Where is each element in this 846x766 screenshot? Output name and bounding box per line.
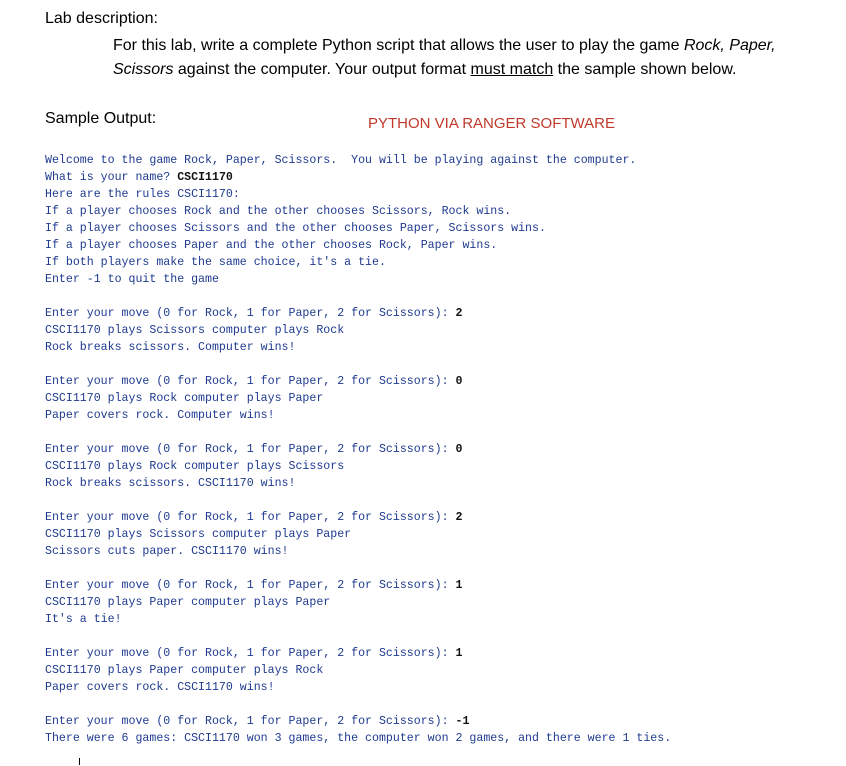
- game-name: Rock, Paper, Scissors: [113, 37, 776, 78]
- round-block: [45, 509, 835, 560]
- move-prompt-line: [45, 441, 835, 458]
- console-text: If a player chooses Paper and the other chooses Rock, Paper wins.: [45, 239, 498, 252]
- result-line: Rock breaks scissors. CSCI1170 wins!: [45, 477, 296, 490]
- round-block: [45, 645, 835, 696]
- plays-line: CSCI1170 plays Rock computer plays Paper: [45, 392, 324, 405]
- round-block: [45, 577, 835, 628]
- move-input: 1: [455, 647, 463, 660]
- console-text: If a player chooses Scissors and the other chooses Paper, Scissors wins.: [45, 222, 546, 235]
- lab-description-text: [113, 34, 825, 82]
- console-text: What is your name?: [45, 171, 178, 184]
- console-line: [45, 169, 835, 186]
- move-input: 1: [455, 579, 463, 592]
- result-line: Rock breaks scissors. Computer wins!: [45, 341, 296, 354]
- move-prompt: Enter your move (0 for Rock, 1 for Paper, 2 for Scissors):: [45, 511, 456, 524]
- console-line: [45, 713, 835, 730]
- move-input: 2: [455, 307, 463, 320]
- console-output: [45, 152, 835, 764]
- round-block: [45, 305, 835, 356]
- console-line: [45, 203, 835, 220]
- result-line: Scissors cuts paper. CSCI1170 wins!: [45, 545, 289, 558]
- description-text-before: For this lab, write a complete Python script that allows the user to play the game: [113, 37, 684, 54]
- move-prompt: Enter your move (0 for Rock, 1 for Paper, 2 for Scissors):: [45, 579, 456, 592]
- watermark-text: PYTHON VIA RANGER SOFTWARE: [368, 115, 615, 132]
- move-prompt: Enter your move (0 for Rock, 1 for Paper, 2 for Scissors):: [45, 307, 456, 320]
- sample-output-heading: Sample Output:: [45, 110, 157, 127]
- result-line: Paper covers rock. CSCI1170 wins!: [45, 681, 275, 694]
- plays-line: CSCI1170 plays Scissors computer plays Rock: [45, 324, 345, 337]
- move-prompt-line: [45, 509, 835, 526]
- plays-line: CSCI1170 plays Paper computer plays Rock: [45, 664, 324, 677]
- final-input: -1: [455, 715, 470, 728]
- console-line: [45, 186, 835, 203]
- console-line: [45, 237, 835, 254]
- move-input: 0: [455, 443, 463, 456]
- move-prompt-line: [45, 373, 835, 390]
- move-prompt: Enter your move (0 for Rock, 1 for Paper, 2 for Scissors):: [45, 375, 456, 388]
- move-prompt: Enter your move (0 for Rock, 1 for Paper, 2 for Scissors):: [45, 443, 456, 456]
- move-prompt: Enter your move (0 for Rock, 1 for Paper, 2 for Scissors):: [45, 647, 456, 660]
- console-rounds: [45, 305, 835, 696]
- summary-line: There were 6 games: CSCI1170 won 3 games, the computer won 2 games, and there were 1 ties.: [45, 732, 672, 745]
- move-prompt-line: [45, 577, 835, 594]
- lab-description-heading: Lab description:: [45, 10, 158, 27]
- move-input: 2: [455, 511, 463, 524]
- move-prompt-line: [45, 645, 835, 662]
- plays-line: CSCI1170 plays Rock computer plays Scissors: [45, 460, 345, 473]
- console-text: Enter -1 to quit the game: [45, 273, 219, 286]
- result-line: Paper covers rock. Computer wins!: [45, 409, 275, 422]
- must-match-emphasis: must match: [470, 61, 554, 78]
- console-text: Welcome to the game Rock, Paper, Scissors. You will be playing against the computer.: [45, 154, 637, 167]
- console-line: [45, 271, 835, 288]
- console-text: If both players make the same choice, it's a tie.: [45, 256, 386, 269]
- result-line: It's a tie!: [45, 613, 122, 626]
- console-text: Here are the rules CSCI1170:: [45, 188, 240, 201]
- final-prompt: Enter your move (0 for Rock, 1 for Paper, 2 for Scissors):: [45, 715, 456, 728]
- move-prompt-line: [45, 305, 835, 322]
- stray-mark: [79, 758, 80, 765]
- description-text-middle: against the computer. Your output format: [173, 61, 471, 78]
- plays-line: CSCI1170 plays Paper computer plays Paper: [45, 596, 331, 609]
- console-text: If a player chooses Rock and the other chooses Scissors, Rock wins.: [45, 205, 512, 218]
- console-final-block: [45, 713, 835, 747]
- user-input: CSCI1170: [177, 171, 233, 184]
- round-block: [45, 441, 835, 492]
- console-line: [45, 152, 835, 169]
- move-input: 0: [455, 375, 463, 388]
- console-line: [45, 254, 835, 271]
- console-intro-block: [45, 152, 835, 288]
- console-line: [45, 220, 835, 237]
- plays-line: CSCI1170 plays Scissors computer plays Paper: [45, 528, 352, 541]
- description-text-after: the sample shown below.: [553, 61, 737, 78]
- round-block: [45, 373, 835, 424]
